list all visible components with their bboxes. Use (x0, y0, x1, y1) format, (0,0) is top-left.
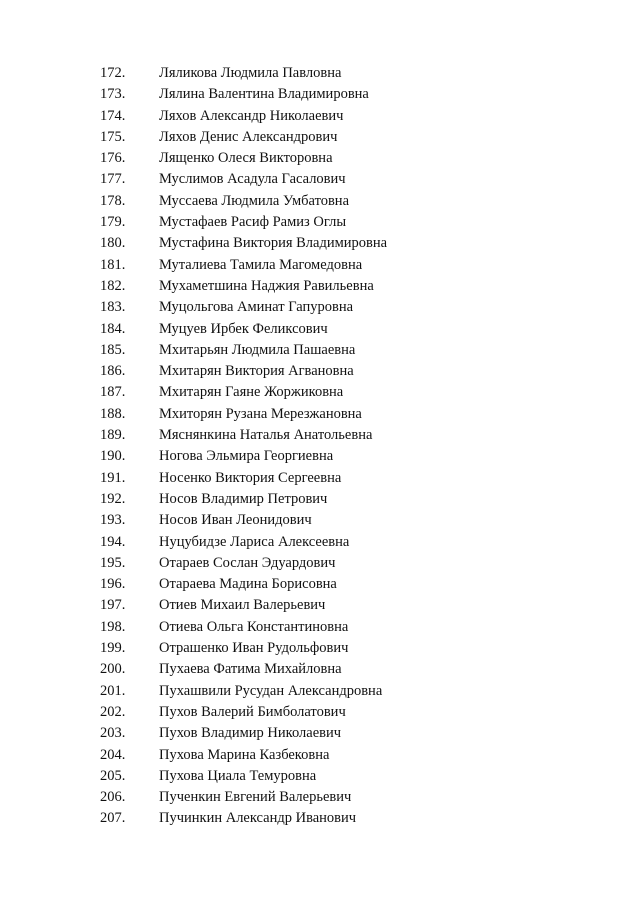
list-item (100, 595, 560, 616)
item-number: 200. (100, 661, 126, 678)
list-item (100, 489, 560, 510)
list-item (100, 638, 560, 659)
person-name: Пухова Циала Темуровна (159, 767, 317, 784)
list-item (100, 766, 560, 787)
person-name: Мхиторян Рузана Мерезжановна (159, 405, 362, 422)
list-item (100, 382, 560, 403)
person-name: Мхитарян Гаяне Жоржиковна (159, 384, 344, 401)
person-name: Муталиева Тамила Магомедовна (159, 256, 363, 273)
item-number: 189. (100, 427, 126, 444)
person-name: Мхитарьян Людмила Пашаевна (159, 341, 356, 358)
person-name: Пухов Владимир Николаевич (159, 725, 342, 742)
list-item (100, 212, 560, 233)
item-number: 187. (100, 384, 126, 401)
item-number: 172. (100, 65, 126, 81)
person-name: Носенко Виктория Сергеевна (159, 469, 342, 486)
person-name: Муцольгова Аминат Гапуровна (159, 299, 354, 316)
item-number: 193. (100, 512, 126, 529)
item-number: 183. (100, 299, 126, 316)
person-name: Мухаметшина Наджия Равильевна (159, 277, 374, 294)
item-number: 206. (100, 789, 126, 806)
list-item (100, 297, 560, 318)
list-item (100, 191, 560, 212)
item-number: 196. (100, 576, 126, 593)
person-name: Мустафаев Расиф Рамиз Оглы (159, 214, 347, 231)
item-number: 190. (100, 448, 126, 465)
name-list (100, 63, 560, 830)
person-name: Мяснянкина Наталья Анатольевна (159, 427, 373, 444)
person-name: Муссаева Людмила Умбатовна (159, 192, 350, 209)
list-item (100, 255, 560, 276)
item-number: 182. (100, 277, 126, 294)
item-number: 205. (100, 767, 126, 784)
list-item (100, 510, 560, 531)
person-name: Пухов Валерий Бимболатович (159, 703, 346, 720)
item-number: 184. (100, 320, 126, 337)
item-number: 178. (100, 192, 126, 209)
person-name: Пученкин Евгений Валерьевич (159, 789, 352, 806)
list-item (100, 233, 560, 254)
list-item (100, 63, 560, 84)
list-item (100, 553, 560, 574)
person-name: Ногова Эльмира Георгиевна (159, 448, 334, 465)
list-item (100, 808, 560, 829)
item-number: 174. (100, 107, 126, 124)
item-number: 202. (100, 703, 126, 720)
person-name: Лялина Валентина Владимировна (159, 86, 369, 103)
list-item (100, 745, 560, 766)
list-item (100, 425, 560, 446)
item-number: 198. (100, 618, 126, 635)
person-name: Ляхов Денис Александрович (159, 128, 338, 145)
list-item (100, 340, 560, 361)
person-name: Нуцубидзе Лариса Алексеевна (159, 533, 350, 550)
person-name: Лященко Олеся Викторовна (159, 150, 333, 167)
item-number: 191. (100, 469, 126, 486)
person-name: Ляхов Александр Николаевич (159, 107, 344, 124)
item-number: 195. (100, 554, 126, 571)
item-number: 194. (100, 533, 126, 550)
list-item (100, 617, 560, 638)
person-name: Отараева Мадина Борисовна (159, 576, 337, 593)
person-name: Пучинкин Александр Иванович (159, 810, 357, 827)
list-item (100, 361, 560, 382)
list-item (100, 659, 560, 680)
person-name: Пухова Марина Казбековна (159, 746, 330, 763)
item-number: 199. (100, 640, 126, 657)
item-number: 192. (100, 490, 126, 507)
list-item (100, 787, 560, 808)
item-number: 173. (100, 86, 126, 103)
item-number: 203. (100, 725, 126, 742)
item-number: 207. (100, 810, 126, 827)
person-name: Муцуев Ирбек Феликсович (159, 320, 328, 337)
list-item (100, 319, 560, 340)
person-name: Отиев Михаил Валерьевич (159, 597, 326, 614)
item-number: 176. (100, 150, 126, 167)
list-item (100, 169, 560, 190)
item-number: 197. (100, 597, 126, 614)
list-item (100, 532, 560, 553)
list-item (100, 468, 560, 489)
person-name: Отрашенко Иван Рудольфович (159, 640, 349, 657)
list-item (100, 681, 560, 702)
list-item (100, 127, 560, 148)
person-name: Пухашвили Русудан Александровна (159, 682, 383, 699)
list-item (100, 446, 560, 467)
person-name: Пухаева Фатима Михайловна (159, 661, 342, 678)
item-number: 188. (100, 405, 126, 422)
person-name: Ляликова Людмила Павловна (159, 65, 342, 81)
item-number: 179. (100, 214, 126, 231)
item-number: 175. (100, 128, 126, 145)
item-number: 185. (100, 341, 126, 358)
list-item (100, 574, 560, 595)
item-number: 186. (100, 363, 126, 380)
list-item (100, 148, 560, 169)
item-number: 201. (100, 682, 126, 699)
item-number: 180. (100, 235, 126, 252)
person-name: Муслимов Асадула Гасалович (159, 171, 346, 188)
list-item (100, 723, 560, 744)
item-number: 204. (100, 746, 126, 763)
person-name: Носов Владимир Петрович (159, 490, 328, 507)
person-name: Носов Иван Леонидович (159, 512, 312, 529)
list-item (100, 276, 560, 297)
person-name: Отиева Ольга Константиновна (159, 618, 349, 635)
person-name: Отараев Сослан Эдуардович (159, 554, 336, 571)
list-item (100, 404, 560, 425)
person-name: Мхитарян Виктория Агвановна (159, 363, 354, 380)
item-number: 177. (100, 171, 126, 188)
list-item (100, 702, 560, 723)
person-name: Мустафина Виктория Владимировна (159, 235, 388, 252)
list-item (100, 106, 560, 127)
list-item (100, 84, 560, 105)
item-number: 181. (100, 256, 126, 273)
